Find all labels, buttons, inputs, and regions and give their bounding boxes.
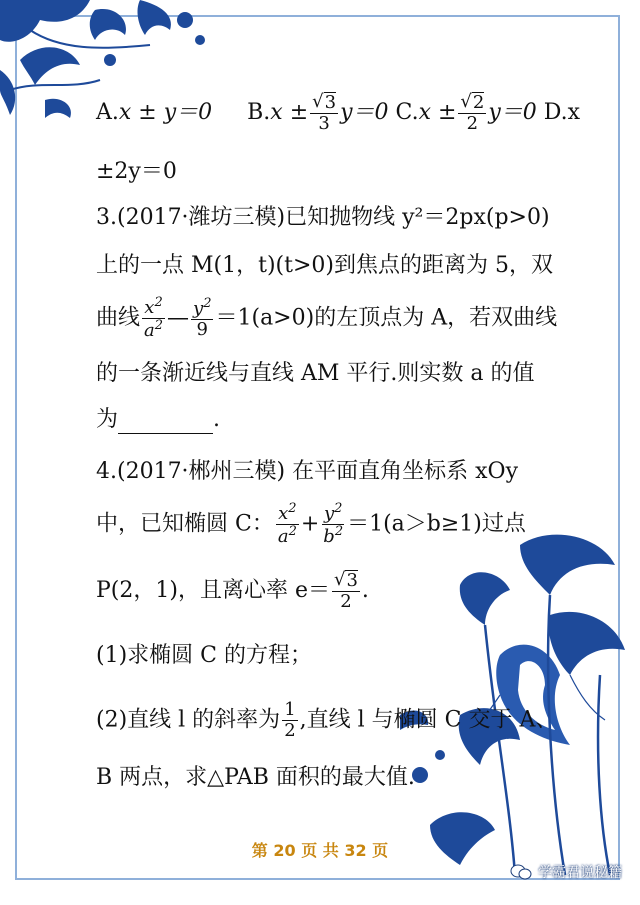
q2-options-line [96,92,580,134]
option-c-radicand: 2 [472,92,485,113]
option-b-radicand: 3 [324,92,337,113]
q3-line-4: 的一条渐近线与直线 AM 平行.则实数 a 的值 [96,361,535,386]
ellipse-frac-x: $\frac{x^2}{a^2}$ [277,501,297,547]
q3-line-2: 上的一点 M(1，t)(t>0)到焦点的距离为 5，双 [96,253,553,278]
page-number: 第 20 页 共 32 页 [251,841,389,860]
q3-line-5-post: . [213,407,221,432]
q4-line-3-pre: P(2，1)，且离心率 e＝ [96,577,330,603]
option-b-pre: x ± [270,99,309,125]
option-b-post: y＝0 [340,99,389,125]
q4-sub-2: (2)直线 l 的斜率为 $\frac{1}{2}$ ,直线 l 与椭圆 C 交于 A、 [96,699,558,741]
watermark [510,862,622,882]
eccentricity-fraction: √ 3 2 [333,569,358,612]
option-b-fraction [310,92,338,134]
q4-line-3: P(2，1)，且离心率 e＝ √ 3 2 . [96,569,369,612]
slope-fraction: $\frac{1}{2}$ [284,699,296,741]
option-c-denominator: 2 [466,112,479,134]
q4-sub-1: (1)求椭圆 C 的方程； [96,643,312,668]
sqrt-sign: √ [460,91,472,112]
option-b-label: B. [247,99,271,125]
q3-line-1: 3.(2017·潍坊三模)已知抛物线 y²＝2px(p>0) [96,205,550,230]
option-c-label: C. [395,99,419,125]
watermark-text: 学霸君说秘籍 [538,865,622,881]
q3-line-3: 曲线 $\frac{x^2}{a^2}$ — $\frac{y^2}{9}$ ＝1(a>0)的左顶点为 A，若双曲线 [96,295,558,341]
sqrt-sign: √ [312,91,324,112]
option-a-label: A. [96,99,119,125]
hyperbola-frac-y: $\frac{y^2}{9}$ [193,296,212,340]
option-c-post: y＝0 [488,99,537,125]
q3-line-3-post: ＝1(a>0)的左顶点为 A，若双曲线 [215,305,558,331]
q3-line-3-pre: 曲线 [96,305,141,331]
sqrt-sign: √ [333,569,346,590]
q4-line-2-pre: 中，已知椭圆 C： [96,511,274,537]
hyperbola-frac-x: $\frac{x^2}{a^2}$ [144,295,164,341]
option-b-denominator: 3 [318,112,330,134]
q4-line-1: 4.(2017·郴州三模) 在平面直角坐标系 xOy [96,459,518,484]
q4-sub-2-pre: (2)直线 l 的斜率为 [96,707,281,733]
q3-line-5 [96,406,220,434]
answer-blank [118,413,213,434]
q4-line-2: 中，已知椭圆 C： $\frac{x^2}{a^2}$ + $\frac{y^2}{b^2}$ ＝1(a＞b≥1)过点 [96,501,526,547]
option-d-continued: ±2y＝0 [96,159,177,184]
wechat-icon [510,864,532,880]
q3-line-5-pre: 为 [96,407,119,432]
option-a-expr: x ± y＝0 [118,99,213,125]
q4-line-2-post: ＝1(a＞b≥1)过点 [347,511,526,537]
option-c-pre: x ± [418,99,457,125]
ellipse-frac-y: $\frac{y^2}{b^2}$ [323,501,344,547]
option-c-fraction [458,92,486,134]
option-d-label: D.x [543,99,581,125]
q4-sub-2-line-2: B 两点，求△PAB 面积的最大值. [96,765,415,790]
q4-sub-2-post: 直线 l 与椭圆 C 交于 A、 [306,707,558,733]
